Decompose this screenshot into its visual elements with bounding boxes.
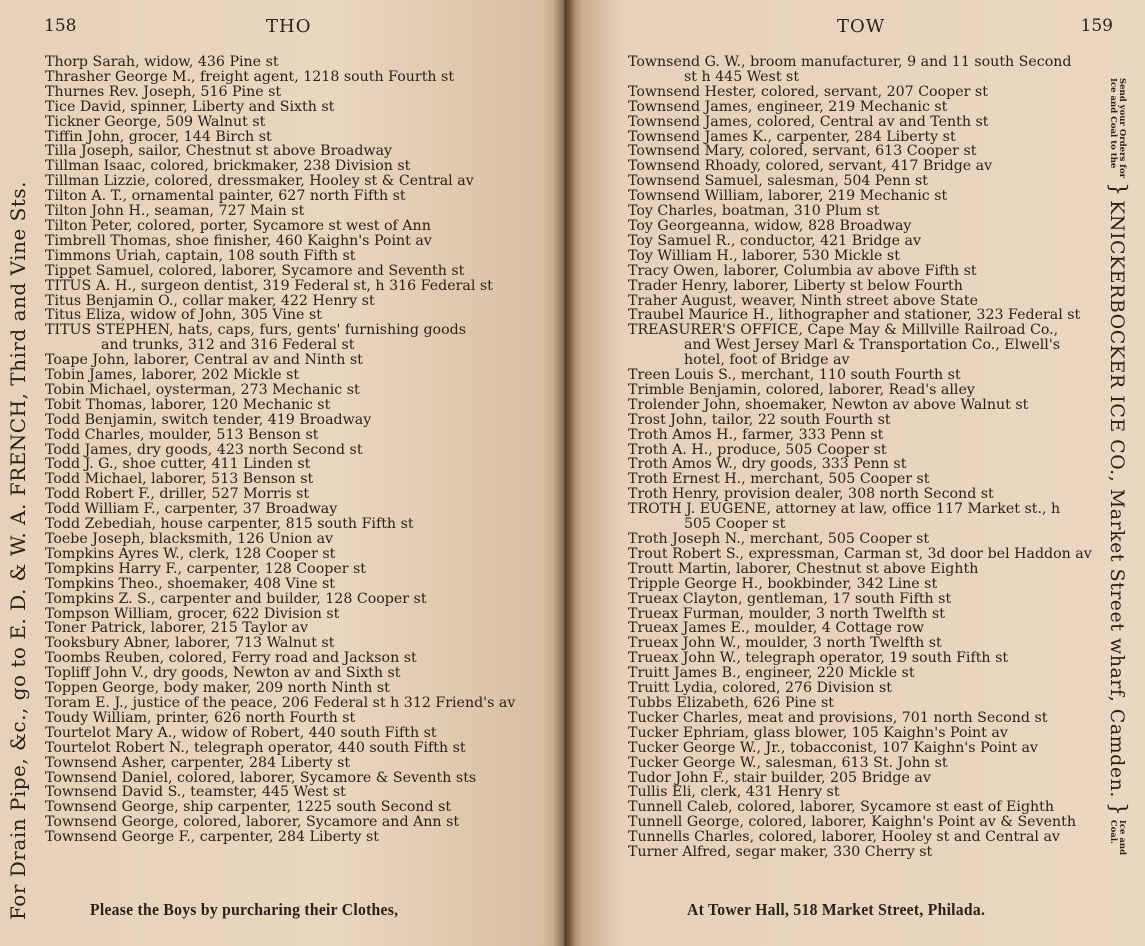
entry-text: Tucker George W., Jr., tobacconist, 107 Kaighn's Point av: [628, 739, 1038, 756]
directory-entry: [45, 428, 515, 443]
directory-entry: [45, 651, 515, 666]
directory-entry: [628, 562, 1092, 577]
directory-entry: [45, 383, 515, 398]
directory-entry: [45, 174, 515, 189]
entry-text: Tompkins Z. S., carpenter and builder, 128 Cooper st: [45, 590, 427, 607]
entry-text: Trimble Benjamin, colored, laborer, Read's alley: [628, 381, 975, 398]
entry-text: Turner Alfred, segar maker, 330 Cherry st: [628, 844, 933, 861]
directory-entry: [628, 323, 1092, 368]
entry-text: Tourtelot Robert N., telegraph operator, 440 south Fifth st: [45, 739, 466, 756]
directory-entry: [628, 264, 1092, 279]
directory-entry: [45, 144, 515, 159]
directory-entry: [628, 457, 1092, 472]
directory-entry: [628, 294, 1092, 309]
entry-text: Toudy William, printer, 626 north Fourth st: [45, 709, 356, 726]
entry-text: Tippet Samuel, colored, laborer, Sycamore and Seventh st: [45, 262, 465, 279]
entry-text: Trost John, tailor, 22 south Fourth st: [628, 411, 891, 428]
entry-text: Townsend James, engineer, 219 Mechanic st: [628, 98, 948, 115]
entry-text: Trolender John, shoemaker, Newton av above Walnut st: [628, 396, 1029, 413]
directory-entry: [628, 204, 1092, 219]
entry-text: Trader Henry, laborer, Liberty st below Fourth: [628, 277, 963, 294]
directory-entry: [45, 115, 515, 130]
entry-text: Toy Georgeanna, widow, 828 Broadway: [628, 217, 912, 234]
directory-entry: [628, 621, 1092, 636]
directory-entry: [45, 830, 515, 845]
directory-entry: [45, 532, 515, 547]
entry-text: Troth Henry, provision dealer, 308 north Second st: [628, 486, 994, 503]
entry-text: TROTH J. EUGENE, attorney at law, office 117 Market st., h: [628, 501, 1061, 518]
entry-text: Truitt James B., engineer, 220 Mickle st: [628, 665, 915, 682]
entry-text: Tompkins Harry F., carpenter, 128 Cooper st: [45, 560, 367, 577]
entry-text: Timmons Uriah, captain, 108 south Fifth st: [45, 247, 356, 264]
directory-entry: [628, 383, 1092, 398]
entry-text: Thrasher George M., freight agent, 1218 south Fourth st: [45, 68, 455, 85]
entry-text: Toppen George, body maker, 209 north Ninth st: [45, 680, 390, 697]
entry-text: Tompkins Ayres W., clerk, 128 Cooper st: [45, 545, 336, 562]
entry-text: Townsend Hester, colored, servant, 207 Cooper st: [628, 83, 988, 100]
left-page: [0, 0, 565, 946]
entry-text: Todd J. G., shoe cutter, 411 Linden st: [45, 456, 311, 473]
entry-text: Tooksbury Abner, laborer, 713 Walnut st: [45, 635, 335, 652]
entry-text: Toape John, laborer, Central av and Ninth st: [45, 352, 363, 369]
entry-text: Townsend Samuel, salesman, 504 Penn st: [628, 173, 928, 190]
footer-advertisement: Please the Boys by purcharing their Clothes,: [90, 900, 399, 919]
entry-continuation: and West Jersey Marl & Transportation Co., Elwell's: [684, 337, 1061, 354]
entry-text: Tilton John H., seaman, 727 Main st: [45, 203, 305, 220]
entry-continuation: and trunks, 312 and 316 Federal st: [101, 337, 355, 354]
entry-text: Truitt Lydia, colored, 276 Division st: [628, 680, 893, 697]
directory-entry: [45, 696, 515, 711]
entry-text: Toram E. J., justice of the peace, 206 Federal st h 312 Friend's av: [45, 694, 516, 711]
directory-entry: [628, 472, 1092, 487]
directory-entry: [45, 85, 515, 100]
directory-entry: [45, 681, 515, 696]
entry-text: Tiffin John, grocer, 144 Birch st: [45, 128, 272, 145]
entry-text: Tourtelot Mary A., widow of Robert, 440 south Fifth st: [45, 724, 437, 741]
entry-text: Troth Amos H., farmer, 333 Penn st: [628, 426, 884, 443]
directory-entry: [628, 174, 1092, 189]
directory-entry: [45, 547, 515, 562]
page-number: 158: [44, 16, 77, 36]
entry-text: Tobin James, laborer, 202 Mickle st: [45, 367, 300, 384]
directory-entry: [45, 502, 515, 517]
brace-glyph: }: [1105, 801, 1130, 816]
entry-text: Tice David, spinner, Liberty and Sixth st: [45, 98, 335, 115]
entry-text: Townsend James K., carpenter, 284 Liberty st: [628, 128, 956, 145]
directory-entry: [628, 741, 1092, 756]
entry-text: Trueax John W., telegraph operator, 19 south Fifth st: [628, 650, 1009, 667]
directory-entries: [628, 55, 1092, 860]
entry-text: Tillman Isaac, colored, brickmaker, 238 Division st: [45, 158, 411, 175]
directory-entry: [45, 800, 515, 815]
entry-text: Townsend Daniel, colored, laborer, Sycamore & Seventh sts: [45, 769, 477, 786]
directory-entry: [45, 457, 515, 472]
side-ad-tail: Ice and Coal.: [1108, 819, 1128, 856]
directory-entry: [45, 607, 515, 622]
directory-entry: [628, 115, 1092, 130]
entry-text: Townsend George, colored, laborer, Sycamore and Ann st: [45, 814, 460, 831]
running-head: THO: [266, 16, 312, 37]
directory-entry: [628, 159, 1092, 174]
directory-entry: [628, 189, 1092, 204]
entry-text: Todd Michael, laborer, 513 Benson st: [45, 471, 314, 488]
directory-entry: [45, 577, 515, 592]
entry-text: Tubbs Elizabeth, 626 Pine st: [628, 694, 834, 711]
entry-text: Tunnells Charles, colored, laborer, Hooley st and Central av: [628, 829, 1060, 846]
entry-text: Titus Benjamin O., collar maker, 422 Henry st: [45, 292, 375, 309]
directory-entry: [45, 398, 515, 413]
entry-text: Timbrell Thomas, shoe finisher, 460 Kaighn's Point av: [45, 232, 432, 249]
directory-entry: [628, 130, 1092, 145]
entry-text: Tudor John F., stair builder, 205 Bridge av: [628, 769, 931, 786]
entry-text: Townsend G. W., broom manufacturer, 9 and 11 south Second: [628, 54, 1072, 70]
directory-entry: [628, 666, 1092, 681]
entry-continuation: hotel, foot of Bridge av: [684, 352, 850, 369]
directory-entry: [45, 785, 515, 800]
directory-entry: [628, 607, 1092, 622]
entry-text: Tunnell Caleb, colored, laborer, Sycamore st east of Eighth: [628, 799, 1055, 816]
directory-entry: [45, 308, 515, 323]
entry-text: Tripple George H., bookbinder, 342 Line st: [628, 575, 938, 592]
entry-text: Toner Patrick, laborer, 215 Taylor av: [45, 620, 308, 637]
entry-text: Tullis Eli, clerk, 431 Henry st: [628, 784, 840, 801]
side-ad-intro: Send your Orders for Ice and Coal to the: [1108, 78, 1128, 179]
entry-text: Troth Ernest H., merchant, 505 Cooper st: [628, 471, 930, 488]
directory-entry: [45, 756, 515, 771]
entry-text: Titus Eliza, widow of John, 305 Vine st: [45, 307, 322, 324]
directory-entry: [628, 368, 1092, 383]
entry-text: Tobin Michael, oysterman, 273 Mechanic st: [45, 381, 360, 398]
entry-text: Todd James, dry goods, 423 north Second st: [45, 441, 363, 458]
directory-entry: [45, 55, 515, 70]
entry-text: Trueax John W., moulder, 3 north Twelfth st: [628, 635, 942, 652]
entry-text: Troutt Martin, laborer, Chestnut st above Eighth: [628, 560, 979, 577]
directory-entry: [45, 741, 515, 756]
directory-entry: [628, 234, 1092, 249]
entry-text: Tillman Lizzie, colored, dressmaker, Hooley st & Central av: [45, 173, 474, 190]
entry-text: Trueax Furman, moulder, 3 north Twelfth st: [628, 605, 945, 622]
directory-entry: [45, 249, 515, 264]
directory-entry: [45, 70, 515, 85]
entry-continuation: st h 445 West st: [684, 68, 800, 85]
directory-entry: [628, 547, 1092, 562]
directory-entry: [45, 204, 515, 219]
entry-text: Trout Robert S., expressman, Carman st, 3d door bel Haddon av: [628, 545, 1092, 562]
entry-text: Toy William H., laborer, 530 Mickle st: [628, 247, 900, 264]
directory-entry: [45, 159, 515, 174]
entry-text: Tickner George, 509 Walnut st: [45, 113, 266, 130]
entry-text: Troth Joseph N., merchant, 505 Cooper st: [628, 531, 930, 547]
directory-entry: [45, 621, 515, 636]
entry-text: Troth Amos W., dry goods, 333 Penn st: [628, 456, 907, 473]
entry-text: Townsend George, ship carpenter, 1225 south Second st: [45, 799, 452, 816]
side-advertisement: [1105, 78, 1130, 855]
entry-text: Toy Charles, boatman, 310 Plum st: [628, 203, 880, 220]
entry-text: Townsend Mary, colored, servant, 613 Cooper st: [628, 143, 977, 160]
entry-text: TITUS STEPHEN, hats, caps, furs, gents' furnishing goods: [45, 322, 466, 339]
directory-entry: [45, 726, 515, 741]
directory-entry: [628, 443, 1092, 458]
directory-entry: [45, 562, 515, 577]
entry-text: Tracy Owen, laborer, Columbia av above Fifth st: [628, 262, 977, 279]
directory-entry: [45, 130, 515, 145]
right-page: [565, 0, 1145, 946]
entry-text: Trueax James E., moulder, 4 Cottage row: [628, 620, 925, 637]
book-gutter: [553, 0, 575, 946]
entry-text: Toebe Joseph, blacksmith, 126 Union av: [45, 531, 334, 547]
directory-entry: [628, 592, 1092, 607]
directory-entry: [45, 771, 515, 786]
entry-text: Thorp Sarah, widow, 436 Pine st: [45, 54, 279, 70]
entry-text: Townsend David S., teamster, 445 West st: [45, 784, 346, 801]
directory-entry: [45, 189, 515, 204]
directory-entry: [628, 845, 1092, 860]
entry-text: Todd Benjamin, switch tender, 419 Broadway: [45, 411, 372, 428]
entry-text: Townsend William, laborer, 219 Mechanic st: [628, 188, 948, 205]
directory-entry: [45, 100, 515, 115]
entry-text: Tunnell George, colored, laborer, Kaighn's Point av & Seventh: [628, 814, 1076, 831]
directory-entry: [45, 711, 515, 726]
directory-entry: [628, 279, 1092, 294]
directory-entry: [45, 666, 515, 681]
brace-glyph: }: [1105, 182, 1130, 197]
directory-entry: [628, 413, 1092, 428]
entry-text: Thurnes Rev. Joseph, 516 Pine st: [45, 83, 282, 100]
directory-entry: [628, 398, 1092, 413]
directory-entry: [45, 413, 515, 428]
directory-entry: [628, 428, 1092, 443]
directory-entries: [45, 55, 515, 845]
directory-entry: [628, 55, 1092, 85]
directory-entry: [45, 815, 515, 830]
directory-entry: [628, 830, 1092, 845]
entry-text: Todd William F., carpenter, 37 Broadway: [45, 501, 338, 518]
directory-entry: [45, 592, 515, 607]
directory-entry: [628, 815, 1092, 830]
directory-entry: [45, 517, 515, 532]
running-head: TOW: [837, 16, 886, 37]
directory-entry: [628, 85, 1092, 100]
entry-text: Townsend Asher, carpenter, 284 Liberty st: [45, 754, 351, 771]
entry-text: Toy Samuel R., conductor, 421 Bridge av: [628, 232, 922, 249]
entry-continuation: 505 Cooper st: [684, 516, 786, 533]
entry-text: TREASURER'S OFFICE, Cape May & Millville Railroad Co.,: [628, 322, 1059, 339]
directory-entry: [628, 756, 1092, 771]
entry-text: Tilton Peter, colored, porter, Sycamore st west of Ann: [45, 217, 431, 234]
entry-text: Townsend George F., carpenter, 284 Liberty st: [45, 829, 379, 846]
entry-text: Treen Louis S., merchant, 110 south Fourth st: [628, 367, 961, 384]
directory-entry: [628, 651, 1092, 666]
page-number: 159: [1080, 16, 1113, 36]
entry-text: Traubel Maurice H., lithographer and stationer, 323 Federal st: [628, 307, 1081, 324]
directory-entry: [628, 800, 1092, 815]
entry-text: Tilla Joseph, sailor, Chestnut st above Broadway: [45, 143, 393, 160]
directory-entry: [45, 219, 515, 234]
directory-entry: [628, 308, 1092, 323]
directory-entry: [628, 577, 1092, 592]
directory-entry: [628, 532, 1092, 547]
directory-entry: [628, 636, 1092, 651]
directory-entry: [628, 144, 1092, 159]
directory-entry: [628, 711, 1092, 726]
entry-text: Topliff John V., dry goods, Newton av and Sixth st: [45, 665, 401, 682]
entry-text: Tucker Charles, meat and provisions, 701 north Second st: [628, 709, 1048, 726]
directory-entry: [628, 771, 1092, 786]
footer-advertisement: At Tower Hall, 518 Market Street, Philada.: [687, 900, 986, 919]
directory-entry: [45, 443, 515, 458]
entry-text: Tucker Ephriam, glass blower, 105 Kaighn's Point av: [628, 724, 1008, 741]
entry-text: Tobit Thomas, laborer, 120 Mechanic st: [45, 396, 331, 413]
directory-entry: [628, 100, 1092, 115]
entry-text: Tilton A. T., ornamental painter, 627 north Fifth st: [45, 188, 406, 205]
directory-entry: [628, 249, 1092, 264]
directory-entry: [628, 487, 1092, 502]
directory-entry: [628, 502, 1092, 532]
directory-entry: [45, 353, 515, 368]
entry-text: Traher August, weaver, Ninth street above State: [628, 292, 978, 309]
directory-entry: [628, 726, 1092, 741]
side-ad-main: KNICKERBOCKER ICE CO., Market Street wharf, Camden.: [1106, 200, 1129, 798]
side-advertisement: For Drain Pipe, &c., go to E. D. & W. A. FRENCH, Third and Vine Sts.: [6, 181, 30, 920]
entry-text: Townsend James, colored, Central av and Tenth st: [628, 113, 989, 130]
entry-text: Troth A. H., produce, 505 Cooper st: [628, 441, 887, 458]
entry-text: Townsend Rhoady, colored, servant, 417 Bridge av: [628, 158, 993, 175]
entry-text: Toombs Reuben, colored, Ferry road and Jackson st: [45, 650, 417, 667]
directory-entry: [45, 472, 515, 487]
directory-entry: [45, 279, 515, 294]
entry-text: Todd Charles, moulder, 513 Benson st: [45, 426, 319, 443]
directory-entry: [45, 368, 515, 383]
entry-text: Trueax Clayton, gentleman, 17 south Fifth st: [628, 590, 952, 607]
directory-entry: [45, 294, 515, 309]
directory-entry: [45, 323, 515, 353]
directory-entry: [45, 487, 515, 502]
entry-text: Tompson William, grocer, 622 Division st: [45, 605, 340, 622]
directory-entry: [45, 234, 515, 249]
directory-entry: [45, 636, 515, 651]
directory-entry: [628, 696, 1092, 711]
directory-entry: [45, 264, 515, 279]
directory-entry: [628, 681, 1092, 696]
entry-text: Tucker George W., salesman, 613 St. John st: [628, 754, 948, 771]
entry-text: Todd Zebediah, house carpenter, 815 south Fifth st: [45, 516, 414, 533]
entry-text: Todd Robert F., driller, 527 Morris st: [45, 486, 310, 503]
directory-entry: [628, 785, 1092, 800]
entry-text: TITUS A. H., surgeon dentist, 319 Federal st, h 316 Federal st: [45, 277, 493, 294]
entry-text: Tompkins Theo., shoemaker, 408 Vine st: [45, 575, 335, 592]
directory-entry: [628, 219, 1092, 234]
